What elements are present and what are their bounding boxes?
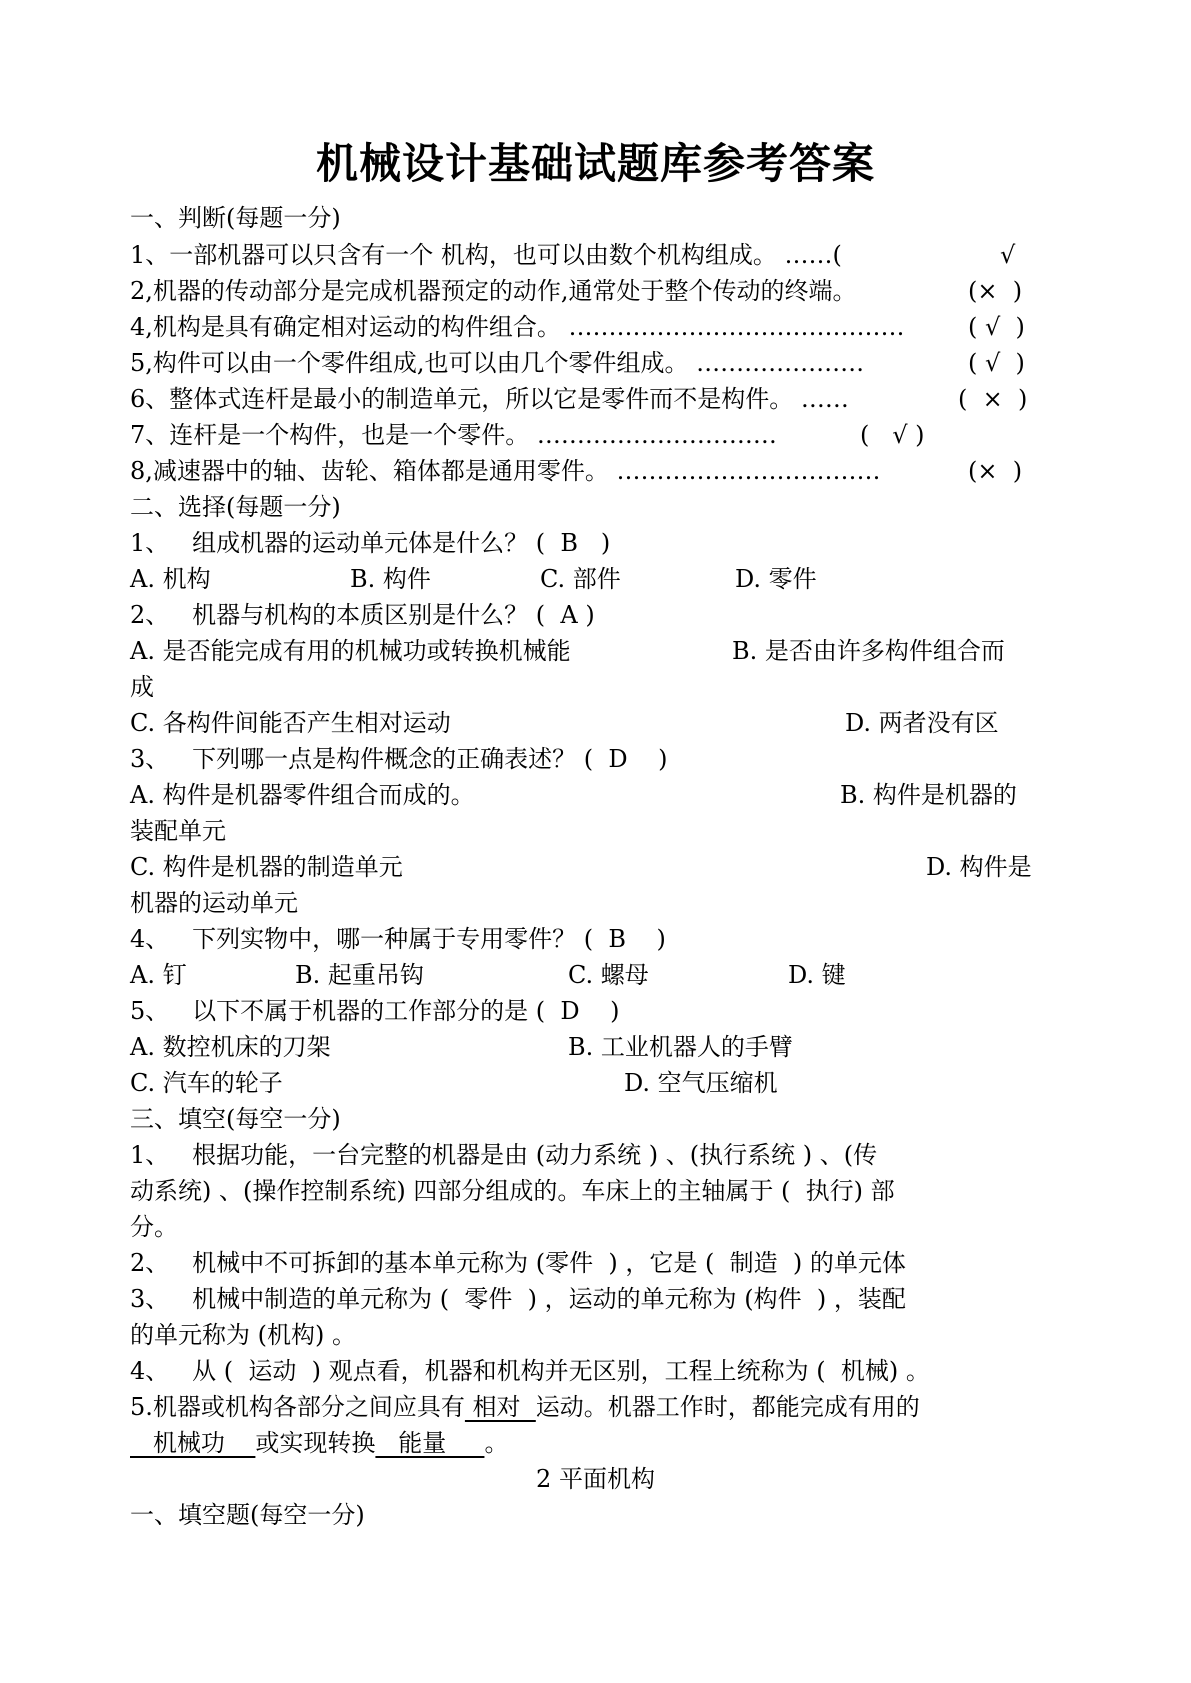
choice-q4-stem: 4、 下列实物中，哪一种属于专用零件？ ( B ): [130, 925, 666, 953]
fill-q5-line-1: [130, 1392, 920, 1422]
section-2-heading: 一、填空题(每空一分): [130, 1501, 365, 1529]
choice-q1-option-c: C. 部件: [540, 565, 621, 593]
fill-line-7: 4、 从 ( 运动 ) 观点看，机器和机构并无区别，工程上统称为 ( 机械) 。: [130, 1357, 930, 1385]
judge-mark-2: (× ): [968, 277, 1023, 305]
choice-q3-stem: 3、 下列哪一点是构件概念的正确表述？ ( D ): [130, 745, 668, 773]
choice-q1-option-d: D. 零件: [735, 565, 817, 593]
choice-q2-stem: 2、 机器与机构的本质区别是什么？ ( A ): [130, 601, 595, 629]
section-2-title: 2 平面机构: [536, 1465, 655, 1493]
choice-heading: 二、选择(每题一分): [130, 493, 341, 521]
fill-heading: 三、填空(每空一分): [130, 1105, 341, 1133]
fill-line-4: 2、 机械中不可拆卸的基本单元称为 (零件 ) ，它是 ( 制造 ) 的单元体: [130, 1249, 906, 1277]
judge-mark-4: ( √ ): [968, 313, 1025, 341]
choice-q5-option-d: D. 空气压缩机: [624, 1069, 778, 1097]
choice-q4-option-b: B. 起重吊钩: [295, 961, 424, 989]
fill-q5-suffix: 。: [484, 1429, 509, 1457]
judge-item-7: 7、连杆是一个构件，也是一个零件。 …………………………: [130, 421, 777, 449]
choice-q3-option-d: D. 构件是: [926, 853, 1032, 881]
judge-mark-8: (× ): [968, 457, 1023, 485]
choice-q5-option-a: A. 数控机床的刀架: [130, 1033, 331, 1061]
judge-mark-5: ( √ ): [968, 349, 1025, 377]
judge-heading: 一、判断(每题一分): [130, 204, 341, 232]
choice-q2-option-a: A. 是否能完成有用的机械功或转换机械能: [130, 637, 571, 665]
fill-line-1: 1、 根据功能，一台完整的机器是由 (动力系统 ) 、(执行系统 ) 、(传: [130, 1141, 878, 1169]
choice-q4-option-a: A. 钉: [130, 961, 187, 989]
choice-q1-option-a: A. 机构: [130, 565, 211, 593]
choice-q5-option-b: B. 工业机器人的手臂: [568, 1033, 793, 1061]
fill-q5-middle-2: 或实现转换: [255, 1429, 376, 1457]
judge-item-8: 8,减速器中的轴、齿轮、箱体都是通用零件。 ……………………………: [130, 457, 881, 485]
choice-q2-option-d: D. 两者没有区: [845, 709, 999, 737]
fill-q5-blank-2: 机械功: [130, 1429, 256, 1457]
fill-line-6: 的单元称为 (机构) 。: [130, 1321, 356, 1349]
fill-q5-line-2: [130, 1428, 508, 1458]
choice-q4-option-c: C. 螺母: [568, 961, 649, 989]
choice-q4-option-d: D. 键: [788, 961, 846, 989]
fill-line-3: 分。: [130, 1213, 178, 1241]
judge-item-5: 5,构件可以由一个零件组成,也可以由几个零件组成。 …………………: [130, 349, 865, 377]
fill-q5-blank-3: 能量: [375, 1429, 485, 1457]
choice-q2-option-c: C. 各构件间能否产生相对运动: [130, 709, 451, 737]
choice-q3-option-d-wrap: 机器的运动单元: [130, 889, 298, 917]
choice-q3-option-a: A. 构件是机器零件组合而成的。: [130, 781, 475, 809]
fill-q5-blank-1: 相对: [464, 1393, 536, 1421]
choice-q3-option-c: C. 构件是机器的制造单元: [130, 853, 403, 881]
fill-line-2: 动系统) 、(操作控制系统) 四部分组成的。车床上的主轴属于 ( 执行) 部: [130, 1177, 895, 1205]
judge-item-2: 2,机器的传动部分是完成机器预定的动作,通常处于整个传动的终端。: [130, 277, 857, 305]
choice-q2-option-b-wrap: 成: [130, 673, 154, 701]
judge-item-4: 4,机构是具有确定相对运动的构件组合。 ……………………………………: [130, 313, 905, 341]
choice-q1-option-b: B. 构件: [350, 565, 431, 593]
judge-mark-7: ( √ ): [860, 421, 925, 449]
fill-q5-prefix: 5.机器或机构各部分之间应具有: [130, 1393, 465, 1421]
judge-item-6: 6、整体式连杆是最小的制造单元，所以它是零件而不是构件。 ……: [130, 385, 849, 413]
judge-mark-6: ( × ): [958, 385, 1028, 413]
page-title: 机械设计基础试题库参考答案: [315, 139, 875, 188]
judge-mark-1: √: [1000, 241, 1016, 269]
choice-q5-option-c: C. 汽车的轮子: [130, 1069, 283, 1097]
fill-q5-middle: 运动。机器工作时，都能完成有用的: [535, 1393, 920, 1421]
fill-line-5: 3、 机械中制造的单元称为 ( 零件 ) ，运动的单元称为 (构件 ) ，装配: [130, 1285, 906, 1313]
choice-q3-option-b: B. 构件是机器的: [840, 781, 1017, 809]
choice-q1-stem: 1、 组成机器的运动单元体是什么？ ( B ): [130, 529, 611, 557]
choice-q2-option-b: B. 是否由许多构件组合而: [732, 637, 1005, 665]
choice-q5-stem: 5、 以下不属于机器的工作部分的是 ( D ): [130, 997, 620, 1025]
judge-item-1: 1、一部机器可以只含有一个 机构，也可以由数个机构组成。 ……(: [130, 241, 850, 269]
choice-q3-option-b-wrap: 装配单元: [130, 817, 226, 845]
